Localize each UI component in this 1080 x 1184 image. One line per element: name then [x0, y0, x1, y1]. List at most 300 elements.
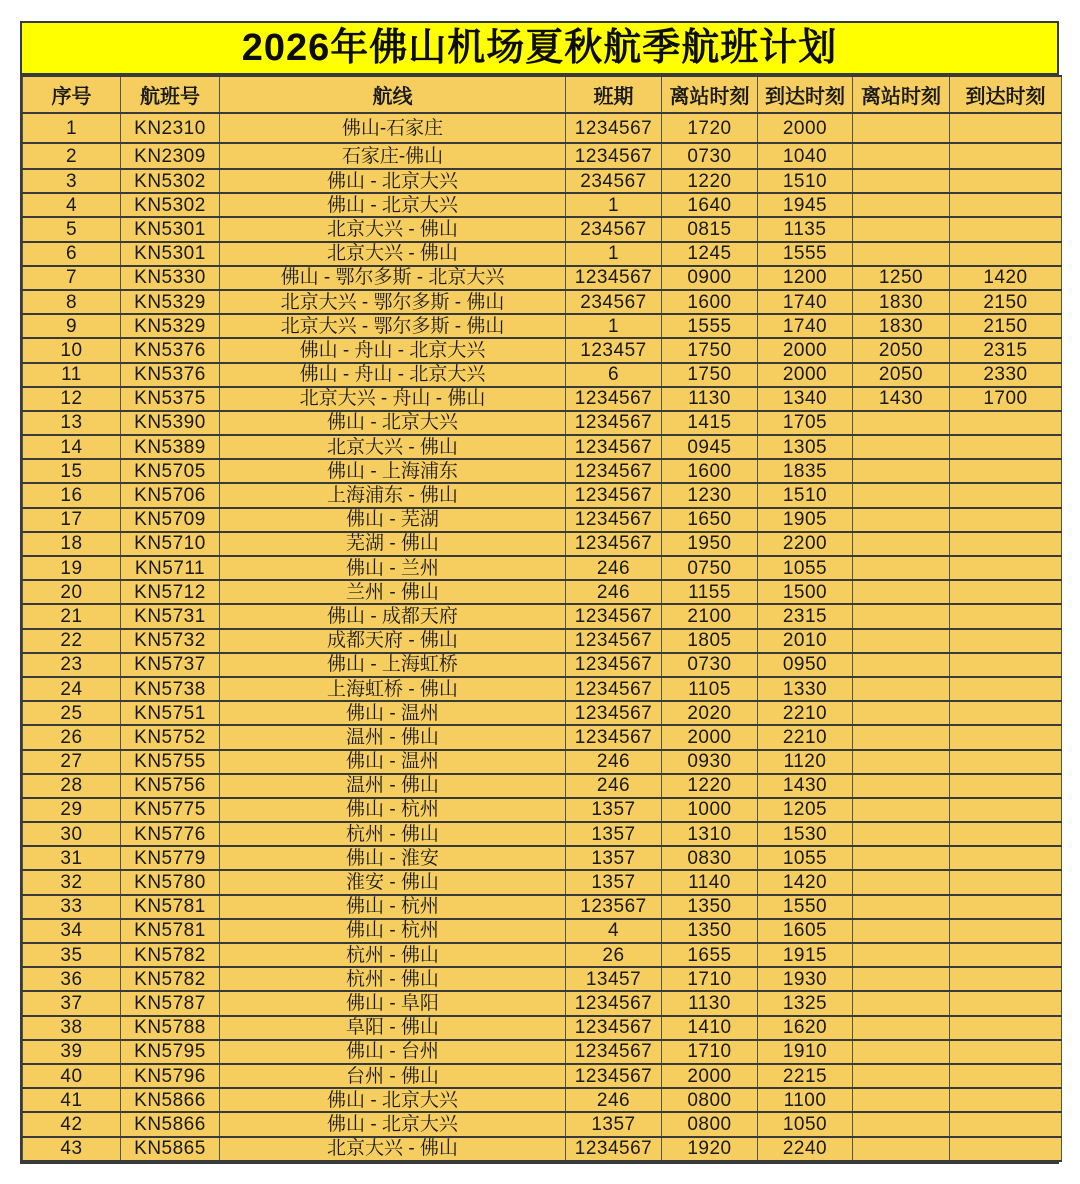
cell-route: 上海浦东 - 佛山 — [220, 483, 566, 507]
cell-flight-number: KN5779 — [121, 846, 220, 870]
cell-departure-time-2: 1250 — [853, 266, 950, 290]
cell-index: 1 — [23, 113, 121, 143]
cell-departure-time-2 — [853, 991, 950, 1015]
cell-frequency: 1234567 — [566, 143, 662, 169]
cell-frequency: 1234567 — [566, 604, 662, 628]
cell-route: 佛山 - 上海虹桥 — [220, 653, 566, 677]
col-header-departure-time-1: 离站时刻 — [662, 76, 758, 113]
cell-departure-time-2: 2050 — [853, 363, 950, 387]
cell-departure-time-2 — [853, 919, 950, 943]
header-row — [23, 76, 1062, 113]
cell-flight-number: KN5376 — [121, 338, 220, 362]
cell-departure-time-1: 1415 — [662, 411, 758, 435]
cell-arrival-time-1: 1100 — [758, 1088, 853, 1112]
cell-route: 佛山 - 北京大兴 — [220, 193, 566, 217]
cell-route: 佛山 - 舟山 - 北京大兴 — [220, 363, 566, 387]
cell-departure-time-1: 1950 — [662, 532, 758, 556]
table-row — [23, 1040, 1062, 1064]
cell-frequency: 1234567 — [566, 677, 662, 701]
cell-departure-time-2 — [853, 217, 950, 241]
cell-frequency: 1234567 — [566, 725, 662, 749]
cell-frequency: 1234567 — [566, 435, 662, 459]
cell-departure-time-1: 2020 — [662, 701, 758, 725]
cell-departure-time-1: 1140 — [662, 870, 758, 894]
cell-frequency: 1 — [566, 193, 662, 217]
cell-arrival-time-2: 2330 — [950, 363, 1062, 387]
cell-route: 佛山 - 台州 — [220, 1040, 566, 1064]
cell-frequency: 1234567 — [566, 113, 662, 143]
cell-route: 杭州 - 佛山 — [220, 822, 566, 846]
cell-route: 佛山 - 鄂尔多斯 - 北京大兴 — [220, 266, 566, 290]
cell-departure-time-1: 0945 — [662, 435, 758, 459]
cell-departure-time-1: 1640 — [662, 193, 758, 217]
cell-index: 26 — [23, 725, 121, 749]
table-row — [23, 870, 1062, 894]
cell-departure-time-1: 1230 — [662, 483, 758, 507]
cell-frequency: 1357 — [566, 822, 662, 846]
cell-arrival-time-1: 1835 — [758, 459, 853, 483]
cell-index: 27 — [23, 750, 121, 774]
cell-frequency: 1234567 — [566, 1064, 662, 1088]
cell-arrival-time-1: 1740 — [758, 314, 853, 338]
cell-arrival-time-2 — [950, 556, 1062, 580]
cell-route: 佛山 - 阜阳 — [220, 991, 566, 1015]
table-row — [23, 314, 1062, 338]
cell-arrival-time-2 — [950, 677, 1062, 701]
cell-arrival-time-2 — [950, 967, 1062, 991]
cell-arrival-time-1: 1340 — [758, 387, 853, 411]
table-row — [23, 459, 1062, 483]
cell-frequency: 1 — [566, 314, 662, 338]
cell-departure-time-2 — [853, 604, 950, 628]
cell-frequency: 234567 — [566, 290, 662, 314]
cell-frequency: 246 — [566, 774, 662, 798]
cell-route: 成都天府 - 佛山 — [220, 629, 566, 653]
cell-departure-time-1: 0830 — [662, 846, 758, 870]
cell-index: 6 — [23, 242, 121, 266]
cell-arrival-time-1: 1420 — [758, 870, 853, 894]
cell-frequency: 234567 — [566, 169, 662, 193]
cell-arrival-time-2: 2150 — [950, 314, 1062, 338]
cell-frequency: 246 — [566, 750, 662, 774]
col-header-frequency: 班期 — [566, 76, 662, 113]
cell-frequency: 1357 — [566, 846, 662, 870]
cell-departure-time-1: 1600 — [662, 290, 758, 314]
cell-index: 13 — [23, 411, 121, 435]
table-row — [23, 1088, 1062, 1112]
cell-frequency: 1234567 — [566, 1040, 662, 1064]
cell-route: 杭州 - 佛山 — [220, 967, 566, 991]
cell-departure-time-2 — [853, 113, 950, 143]
cell-frequency: 1357 — [566, 870, 662, 894]
cell-route: 北京大兴 - 佛山 — [220, 1137, 566, 1161]
cell-arrival-time-2 — [950, 459, 1062, 483]
cell-route: 北京大兴 - 鄂尔多斯 - 佛山 — [220, 290, 566, 314]
cell-index: 21 — [23, 604, 121, 628]
cell-index: 31 — [23, 846, 121, 870]
cell-arrival-time-1: 1705 — [758, 411, 853, 435]
cell-arrival-time-1: 1200 — [758, 266, 853, 290]
table-row — [23, 169, 1062, 193]
cell-arrival-time-2 — [950, 193, 1062, 217]
cell-departure-time-1: 0815 — [662, 217, 758, 241]
cell-flight-number: KN5780 — [121, 870, 220, 894]
cell-arrival-time-1: 2240 — [758, 1137, 853, 1161]
table-row — [23, 1016, 1062, 1040]
cell-departure-time-2 — [853, 580, 950, 604]
table-row — [23, 580, 1062, 604]
cell-arrival-time-2 — [950, 483, 1062, 507]
cell-route: 北京大兴 - 舟山 - 佛山 — [220, 387, 566, 411]
cell-route: 北京大兴 - 佛山 — [220, 217, 566, 241]
cell-departure-time-1: 0730 — [662, 653, 758, 677]
cell-arrival-time-2 — [950, 435, 1062, 459]
cell-flight-number: KN5788 — [121, 1016, 220, 1040]
cell-flight-number: KN5710 — [121, 532, 220, 556]
cell-departure-time-1: 1105 — [662, 677, 758, 701]
cell-flight-number: KN5329 — [121, 290, 220, 314]
cell-departure-time-1: 1410 — [662, 1016, 758, 1040]
cell-departure-time-1: 1555 — [662, 314, 758, 338]
cell-departure-time-1: 1130 — [662, 387, 758, 411]
cell-index: 16 — [23, 483, 121, 507]
page-title: 2026年佛山机场夏秋航季航班计划 — [22, 23, 1057, 75]
cell-frequency: 123567 — [566, 895, 662, 919]
cell-departure-time-1: 1805 — [662, 629, 758, 653]
cell-flight-number: KN5781 — [121, 895, 220, 919]
cell-frequency: 1234567 — [566, 483, 662, 507]
cell-frequency: 1234567 — [566, 411, 662, 435]
cell-departure-time-1: 1000 — [662, 798, 758, 822]
cell-flight-number: KN5796 — [121, 1064, 220, 1088]
cell-route: 佛山 - 温州 — [220, 701, 566, 725]
cell-flight-number: KN5738 — [121, 677, 220, 701]
cell-route: 上海虹桥 - 佛山 — [220, 677, 566, 701]
cell-departure-time-2 — [853, 750, 950, 774]
cell-route: 佛山 - 芜湖 — [220, 508, 566, 532]
cell-flight-number: KN5375 — [121, 387, 220, 411]
cell-route: 佛山 - 成都天府 — [220, 604, 566, 628]
cell-departure-time-2: 1430 — [853, 387, 950, 411]
col-header-route: 航线 — [220, 76, 566, 113]
cell-arrival-time-2 — [950, 580, 1062, 604]
cell-departure-time-1: 1310 — [662, 822, 758, 846]
cell-index: 2 — [23, 143, 121, 169]
cell-index: 15 — [23, 459, 121, 483]
table-row — [23, 387, 1062, 411]
cell-route: 佛山 - 北京大兴 — [220, 1112, 566, 1136]
cell-arrival-time-2 — [950, 629, 1062, 653]
table-row — [23, 629, 1062, 653]
cell-arrival-time-2 — [950, 846, 1062, 870]
cell-flight-number: KN5756 — [121, 774, 220, 798]
cell-arrival-time-2 — [950, 604, 1062, 628]
cell-departure-time-2 — [853, 870, 950, 894]
cell-flight-number: KN5376 — [121, 363, 220, 387]
cell-departure-time-1: 1710 — [662, 967, 758, 991]
table-row — [23, 242, 1062, 266]
cell-arrival-time-1: 1945 — [758, 193, 853, 217]
cell-departure-time-2 — [853, 1088, 950, 1112]
cell-departure-time-2: 1830 — [853, 314, 950, 338]
table-row — [23, 919, 1062, 943]
cell-arrival-time-1: 1620 — [758, 1016, 853, 1040]
cell-arrival-time-1: 1555 — [758, 242, 853, 266]
table-row — [23, 290, 1062, 314]
cell-flight-number: KN5866 — [121, 1112, 220, 1136]
cell-index: 4 — [23, 193, 121, 217]
cell-arrival-time-1: 2215 — [758, 1064, 853, 1088]
cell-departure-time-1: 0750 — [662, 556, 758, 580]
cell-index: 14 — [23, 435, 121, 459]
col-header-departure-time-2: 离站时刻 — [853, 76, 950, 113]
cell-flight-number: KN5755 — [121, 750, 220, 774]
cell-arrival-time-1: 1905 — [758, 508, 853, 532]
table-row — [23, 725, 1062, 749]
table-row — [23, 991, 1062, 1015]
cell-frequency: 1234567 — [566, 508, 662, 532]
cell-route: 佛山 - 温州 — [220, 750, 566, 774]
table-row — [23, 967, 1062, 991]
cell-departure-time-2 — [853, 1064, 950, 1088]
cell-arrival-time-1: 1305 — [758, 435, 853, 459]
table-row — [23, 895, 1062, 919]
cell-arrival-time-2: 1700 — [950, 387, 1062, 411]
cell-arrival-time-2 — [950, 143, 1062, 169]
cell-route: 佛山 - 淮安 — [220, 846, 566, 870]
cell-index: 3 — [23, 169, 121, 193]
cell-flight-number: KN5330 — [121, 266, 220, 290]
cell-flight-number: KN5706 — [121, 483, 220, 507]
cell-departure-time-2 — [853, 242, 950, 266]
cell-frequency: 1234567 — [566, 653, 662, 677]
table-row — [23, 266, 1062, 290]
cell-index: 34 — [23, 919, 121, 943]
cell-arrival-time-2 — [950, 532, 1062, 556]
cell-flight-number: KN5751 — [121, 701, 220, 725]
table-row — [23, 822, 1062, 846]
cell-arrival-time-1: 1930 — [758, 967, 853, 991]
cell-departure-time-2 — [853, 677, 950, 701]
table-row — [23, 1137, 1062, 1161]
cell-flight-number: KN5752 — [121, 725, 220, 749]
cell-departure-time-2 — [853, 508, 950, 532]
cell-frequency: 1234567 — [566, 387, 662, 411]
cell-departure-time-1: 0900 — [662, 266, 758, 290]
cell-flight-number: KN5389 — [121, 435, 220, 459]
cell-flight-number: KN5787 — [121, 991, 220, 1015]
cell-departure-time-2 — [853, 822, 950, 846]
cell-arrival-time-2: 2315 — [950, 338, 1062, 362]
cell-departure-time-2 — [853, 774, 950, 798]
cell-arrival-time-2 — [950, 1040, 1062, 1064]
cell-departure-time-2 — [853, 895, 950, 919]
cell-arrival-time-1: 1430 — [758, 774, 853, 798]
cell-frequency: 13457 — [566, 967, 662, 991]
col-header-index: 序号 — [23, 76, 121, 113]
cell-arrival-time-1: 2000 — [758, 338, 853, 362]
cell-departure-time-2 — [853, 967, 950, 991]
cell-route: 北京大兴 - 鄂尔多斯 - 佛山 — [220, 314, 566, 338]
cell-departure-time-1: 1920 — [662, 1137, 758, 1161]
cell-arrival-time-1: 1325 — [758, 991, 853, 1015]
flight-table-body — [23, 113, 1062, 1161]
cell-departure-time-2: 2050 — [853, 338, 950, 362]
cell-departure-time-1: 1650 — [662, 508, 758, 532]
cell-arrival-time-2 — [950, 991, 1062, 1015]
table-row — [23, 701, 1062, 725]
cell-arrival-time-2: 1420 — [950, 266, 1062, 290]
cell-route: 石家庄-佛山 — [220, 143, 566, 169]
cell-departure-time-1: 1750 — [662, 338, 758, 362]
table-row — [23, 143, 1062, 169]
cell-arrival-time-2 — [950, 822, 1062, 846]
cell-index: 41 — [23, 1088, 121, 1112]
cell-frequency: 1234567 — [566, 266, 662, 290]
cell-index: 30 — [23, 822, 121, 846]
cell-departure-time-1: 1720 — [662, 113, 758, 143]
cell-arrival-time-1: 1510 — [758, 169, 853, 193]
col-header-arrival-time-2: 到达时刻 — [950, 76, 1062, 113]
cell-arrival-time-2 — [950, 774, 1062, 798]
cell-index: 24 — [23, 677, 121, 701]
cell-arrival-time-1: 1050 — [758, 1112, 853, 1136]
cell-departure-time-1: 1350 — [662, 895, 758, 919]
cell-frequency: 246 — [566, 580, 662, 604]
cell-departure-time-1: 1155 — [662, 580, 758, 604]
cell-index: 36 — [23, 967, 121, 991]
cell-flight-number: KN5781 — [121, 919, 220, 943]
cell-departure-time-1: 1750 — [662, 363, 758, 387]
cell-index: 23 — [23, 653, 121, 677]
table-row — [23, 113, 1062, 143]
cell-index: 20 — [23, 580, 121, 604]
table-row — [23, 677, 1062, 701]
cell-departure-time-2 — [853, 1112, 950, 1136]
cell-flight-number: KN5731 — [121, 604, 220, 628]
cell-arrival-time-1: 1120 — [758, 750, 853, 774]
cell-arrival-time-1: 2200 — [758, 532, 853, 556]
cell-route: 温州 - 佛山 — [220, 725, 566, 749]
table-row — [23, 750, 1062, 774]
cell-departure-time-1: 2100 — [662, 604, 758, 628]
cell-route: 杭州 - 佛山 — [220, 943, 566, 967]
cell-frequency: 26 — [566, 943, 662, 967]
cell-arrival-time-2 — [950, 411, 1062, 435]
cell-index: 17 — [23, 508, 121, 532]
cell-frequency: 246 — [566, 1088, 662, 1112]
flight-schedule-sheet — [20, 21, 1059, 1164]
cell-index: 9 — [23, 314, 121, 338]
cell-index: 40 — [23, 1064, 121, 1088]
cell-flight-number: KN5302 — [121, 193, 220, 217]
cell-frequency: 1234567 — [566, 991, 662, 1015]
cell-flight-number: KN2310 — [121, 113, 220, 143]
cell-arrival-time-2 — [950, 169, 1062, 193]
cell-departure-time-1: 0800 — [662, 1088, 758, 1112]
cell-route: 佛山 - 杭州 — [220, 919, 566, 943]
cell-arrival-time-2 — [950, 113, 1062, 143]
cell-flight-number: KN5737 — [121, 653, 220, 677]
cell-departure-time-2 — [853, 629, 950, 653]
cell-arrival-time-1: 1910 — [758, 1040, 853, 1064]
cell-arrival-time-1: 1510 — [758, 483, 853, 507]
cell-arrival-time-2 — [950, 943, 1062, 967]
cell-departure-time-2 — [853, 193, 950, 217]
cell-flight-number: KN5866 — [121, 1088, 220, 1112]
col-header-arrival-time-1: 到达时刻 — [758, 76, 853, 113]
cell-departure-time-2 — [853, 459, 950, 483]
cell-departure-time-1: 2000 — [662, 725, 758, 749]
col-header-flight-number: 航班号 — [121, 76, 220, 113]
cell-departure-time-2 — [853, 846, 950, 870]
cell-arrival-time-2 — [950, 870, 1062, 894]
cell-index: 11 — [23, 363, 121, 387]
cell-arrival-time-1: 2000 — [758, 113, 853, 143]
cell-departure-time-2 — [853, 725, 950, 749]
cell-index: 8 — [23, 290, 121, 314]
cell-arrival-time-2 — [950, 1137, 1062, 1161]
cell-frequency: 234567 — [566, 217, 662, 241]
cell-arrival-time-2 — [950, 242, 1062, 266]
cell-route: 阜阳 - 佛山 — [220, 1016, 566, 1040]
cell-index: 29 — [23, 798, 121, 822]
cell-departure-time-1: 1710 — [662, 1040, 758, 1064]
cell-arrival-time-2: 2150 — [950, 290, 1062, 314]
table-row — [23, 798, 1062, 822]
cell-departure-time-2 — [853, 435, 950, 459]
cell-arrival-time-1: 2210 — [758, 725, 853, 749]
table-row — [23, 363, 1062, 387]
cell-departure-time-2 — [853, 943, 950, 967]
table-row — [23, 846, 1062, 870]
cell-arrival-time-1: 1915 — [758, 943, 853, 967]
cell-frequency: 123457 — [566, 338, 662, 362]
cell-flight-number: KN5795 — [121, 1040, 220, 1064]
cell-arrival-time-2 — [950, 1088, 1062, 1112]
cell-arrival-time-1: 2210 — [758, 701, 853, 725]
cell-departure-time-1: 0930 — [662, 750, 758, 774]
cell-frequency: 246 — [566, 556, 662, 580]
cell-departure-time-2 — [853, 143, 950, 169]
cell-index: 10 — [23, 338, 121, 362]
table-row — [23, 411, 1062, 435]
cell-index: 25 — [23, 701, 121, 725]
cell-departure-time-2 — [853, 483, 950, 507]
cell-frequency: 1234567 — [566, 459, 662, 483]
cell-arrival-time-2 — [950, 725, 1062, 749]
cell-departure-time-1: 1245 — [662, 242, 758, 266]
cell-route: 佛山 - 兰州 — [220, 556, 566, 580]
cell-arrival-time-1: 2000 — [758, 363, 853, 387]
cell-departure-time-2 — [853, 1137, 950, 1161]
cell-index: 43 — [23, 1137, 121, 1161]
cell-index: 28 — [23, 774, 121, 798]
cell-route: 北京大兴 - 佛山 — [220, 242, 566, 266]
cell-index: 12 — [23, 387, 121, 411]
cell-departure-time-2 — [853, 653, 950, 677]
table-row — [23, 217, 1062, 241]
cell-departure-time-2 — [853, 169, 950, 193]
cell-arrival-time-1: 2315 — [758, 604, 853, 628]
cell-arrival-time-2 — [950, 750, 1062, 774]
cell-flight-number: KN5705 — [121, 459, 220, 483]
table-row — [23, 774, 1062, 798]
cell-arrival-time-2 — [950, 919, 1062, 943]
cell-arrival-time-1: 1135 — [758, 217, 853, 241]
cell-arrival-time-1: 1740 — [758, 290, 853, 314]
cell-departure-time-2 — [853, 556, 950, 580]
